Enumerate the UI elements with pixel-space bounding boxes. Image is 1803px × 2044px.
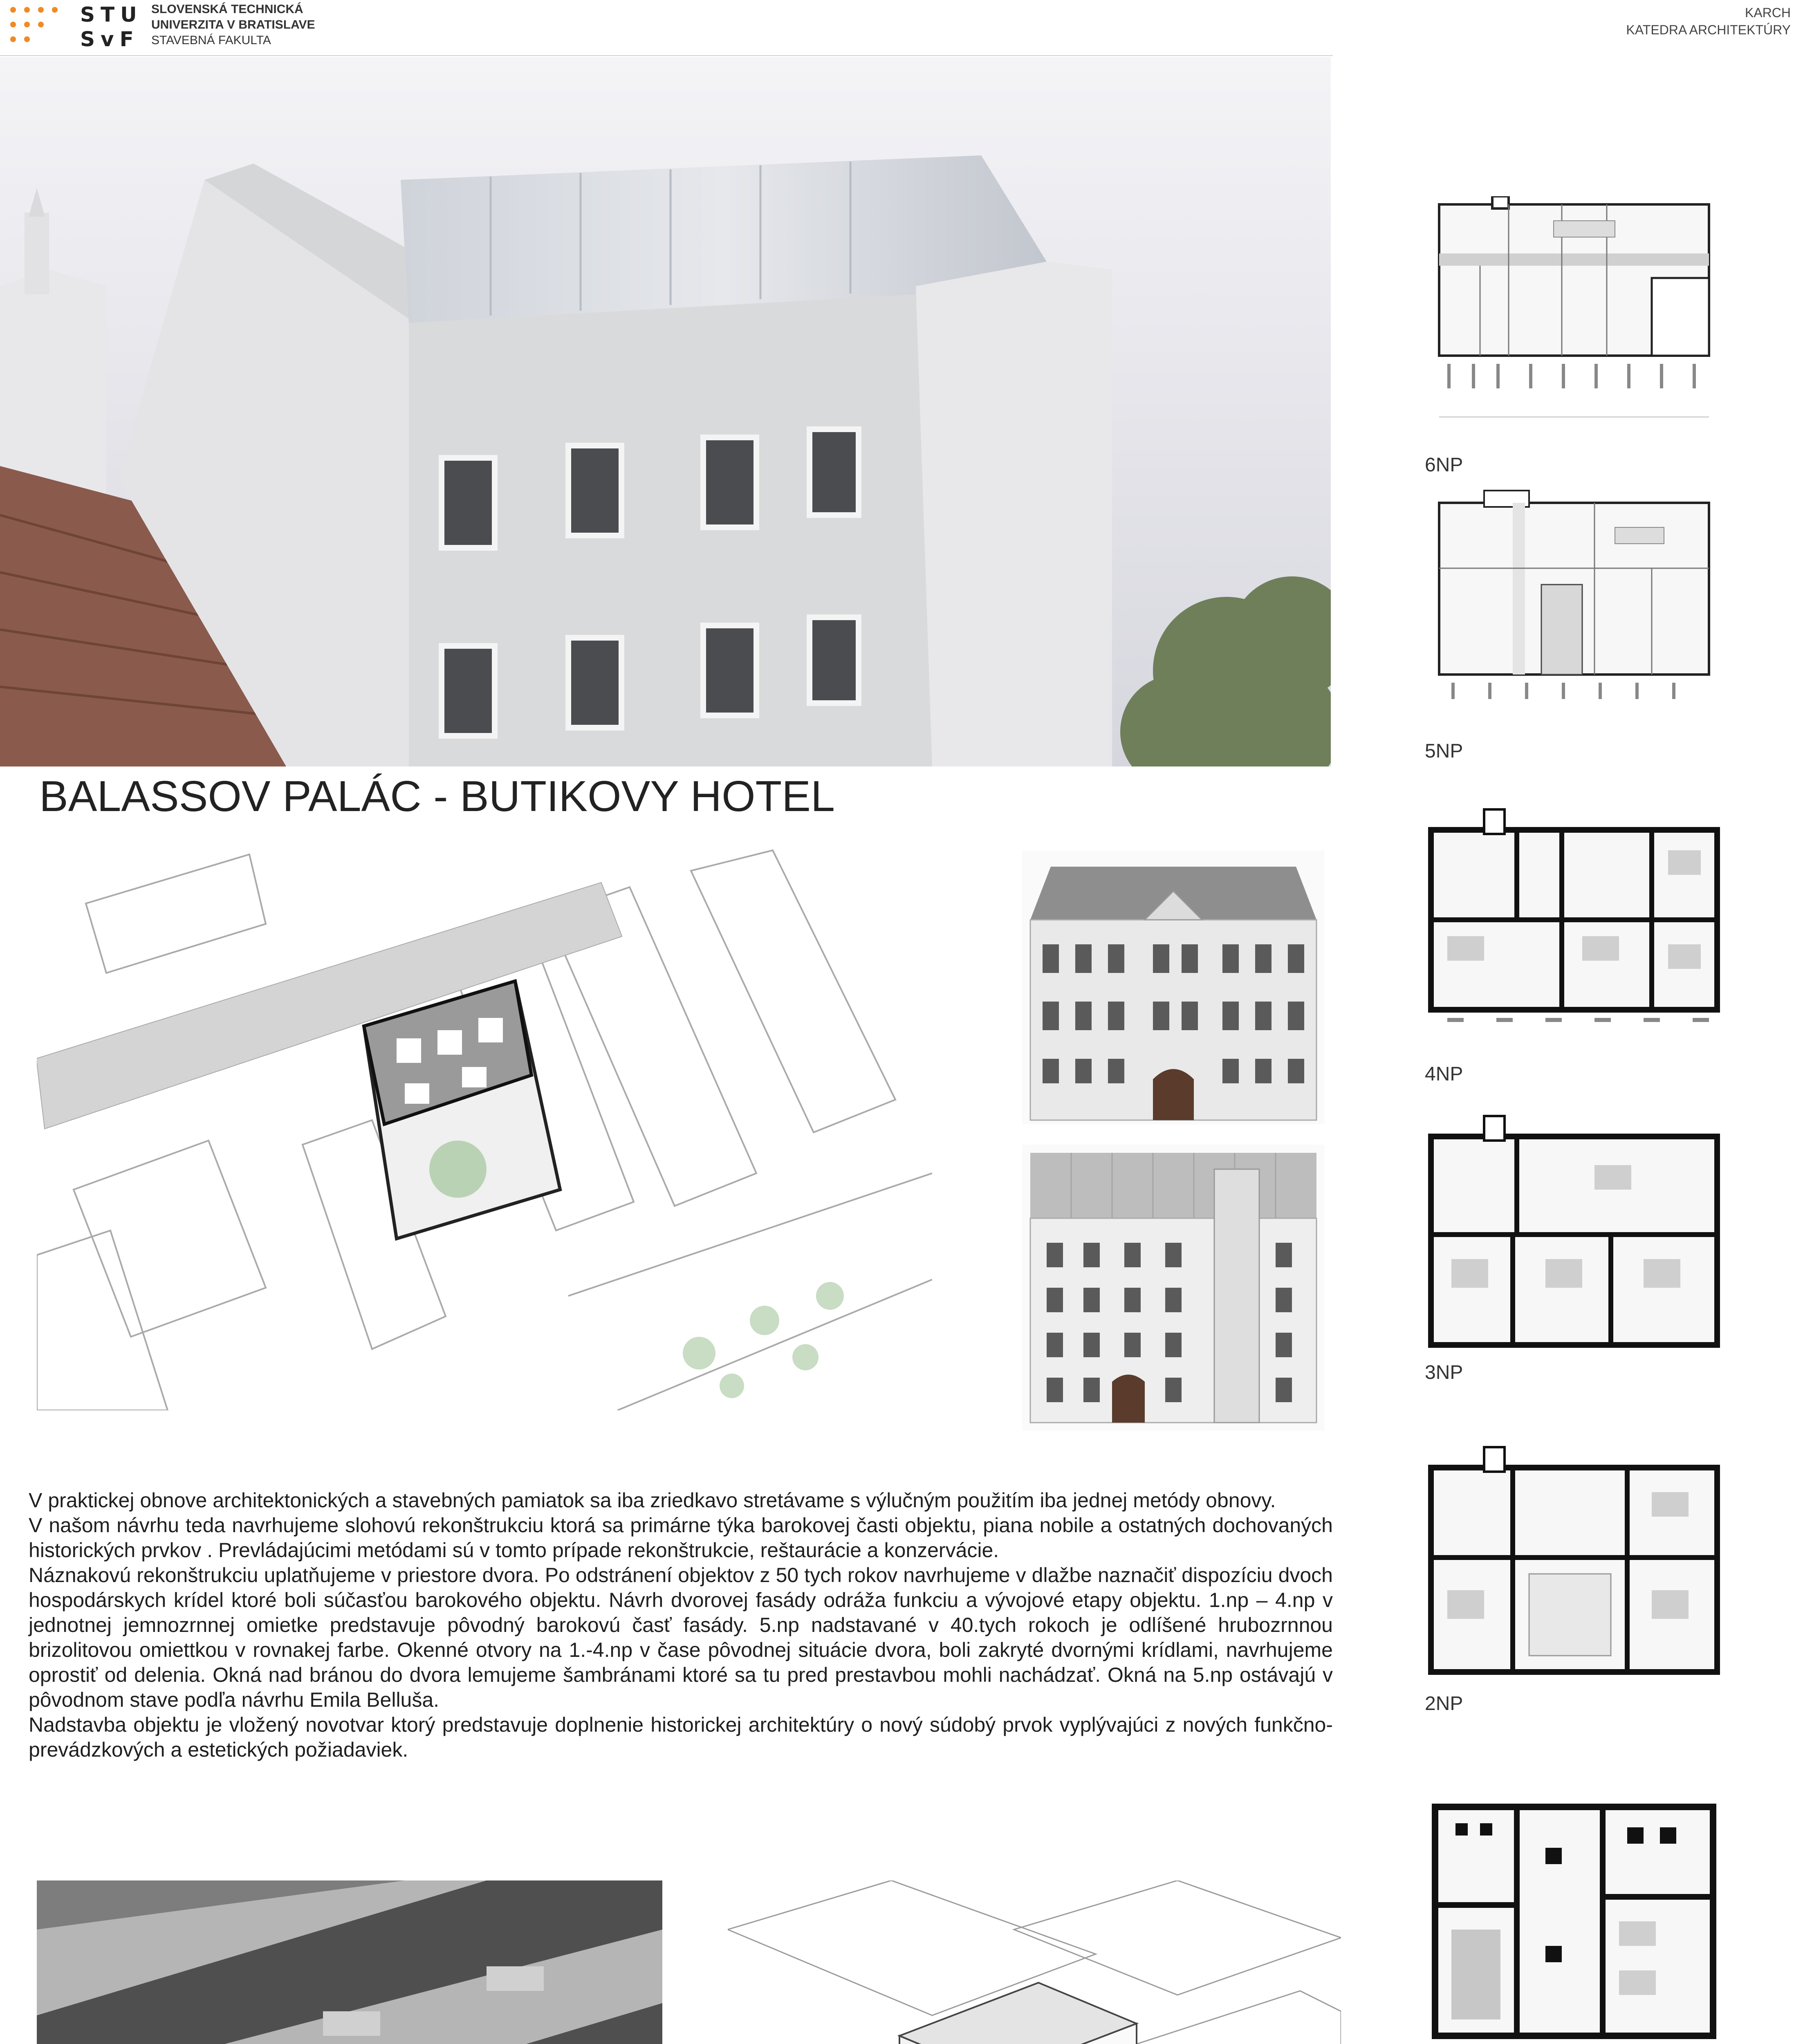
logo-top: STU: [80, 3, 143, 27]
paragraph-4: Nadstavba objektu je vložený novotvar ktorý predstavuje doplnenie historickej architektúry o nový súdobý prvok vyplývajúci z nových funkčno-prevádzkových a estetických požiadaviek.: [29, 1713, 1333, 1761]
plan-1np: [1423, 1799, 1725, 2044]
paragraph-3: Náznakovú rekonštrukciu uplatňujeme v priestore dvora. Po odstránení objektov z 50 tych rokov navrhujeme v dlažbe naznačiť dispozíciu dvoch hospodárskych krídel ktoré boli súčasťou barokového objektu. Návrh dvorovej fasády odráža funkciu a vývojové etapy objektu. 1.np – 4.np v jednotnej jemnozrnnej omietke predstavuje pôvodný barokovú časť fasády. 5.np nadstavané v 40.tych rokoch je odlíšené hrubozrnnou brizolitovou omiettkou v rovnakej farbe. Okenné otvory na 1.-4.np v čase pôvodnej situácie dvora, boli zakryté dvornými krídlami, navrhujeme oprostiť od delenia. Okná nad bránou do dvora lemujeme šambránami ktoré sa tu pred prestavbou mohli nachádzať. Okná na 5.np ostávajú v pôvodnom stave podľa návrhu Emila Belluša.: [29, 1564, 1333, 1711]
plan-5np: [1423, 486, 1725, 715]
street-elevation: [1022, 850, 1325, 1124]
dept-abbr: KARCH: [1745, 5, 1791, 20]
plan-4np: [1423, 801, 1725, 1038]
paragraph-1: V praktickej obnove architektonických a stavebných pamiatok sa iba zriedkavo stretávame s výlučným použitím iba jednej metódy obnovy.: [29, 1489, 1276, 1512]
dept-name: KATEDRA ARCHITEKTÚRY: [1626, 22, 1791, 37]
building-render: [0, 57, 1331, 766]
university-line-1: SLOVENSKÁ TECHNICKÁ: [151, 2, 303, 16]
plan-label-6np: 6NP: [1425, 454, 1463, 476]
logo-bottom: SvF: [80, 27, 139, 51]
aerial-photo: [37, 1880, 662, 2044]
university-name: [151, 2, 315, 48]
plan-label-2np: 2NP: [1425, 1693, 1463, 1715]
plan-3np: [1423, 1112, 1725, 1357]
courtyard-elevation: [1022, 1145, 1325, 1431]
university-line-3: STAVEBNÁ FAKULTA: [151, 34, 271, 47]
plan-label-3np: 3NP: [1425, 1362, 1463, 1383]
header-rule: [0, 55, 1333, 56]
university-line-2: UNIVERZITA V BRATISLAVE: [151, 18, 315, 31]
plan-label-4np: 4NP: [1425, 1063, 1463, 1085]
logo-dots: [8, 5, 61, 46]
description-text: [29, 1488, 1333, 1762]
stu-logo: [80, 2, 143, 52]
site-plan: [37, 846, 932, 1410]
plan-6np: [1423, 196, 1725, 425]
axonometric-drawing: [728, 1880, 1341, 2044]
paragraph-2: V našom návrhu teda navrhujeme slohovú rekonštrukciu ktorá sa primárne týka barokovej časti objektu, piana nobile a ostatných dochovaných historických prvkov . Prevládajúcimi metódami sú v tomto prípade rekonštrukcie, reštaurácie a konzervácie.: [29, 1514, 1333, 1562]
plan-label-5np: 5NP: [1425, 740, 1463, 762]
plan-2np: [1423, 1443, 1725, 1684]
page-title: BALASSOV PALÁC - BUTIKOVY HOTEL: [39, 772, 835, 820]
department: [1626, 4, 1791, 38]
